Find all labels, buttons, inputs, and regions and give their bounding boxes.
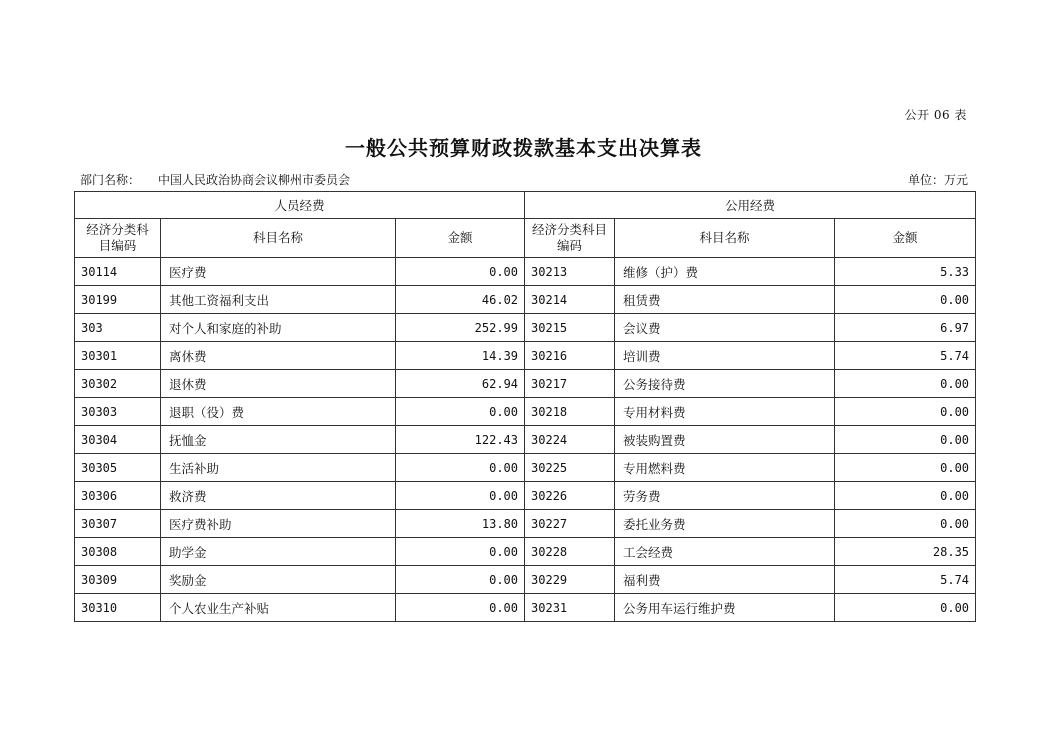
personnel-amount-cell: 14.39	[396, 342, 525, 370]
public-amount-cell: 0.00	[835, 482, 976, 510]
personnel-amount-cell: 0.00	[396, 482, 525, 510]
public-code-cell: 30227	[525, 510, 615, 538]
public-code-cell: 30214	[525, 286, 615, 314]
public-name-cell: 公务用车运行维护费	[615, 594, 835, 622]
personnel-name-cell: 其他工资福利支出	[161, 286, 396, 314]
public-name-header: 科目名称	[615, 219, 835, 258]
public-name-cell: 租赁费	[615, 286, 835, 314]
public-amount-cell: 0.00	[835, 426, 976, 454]
personnel-amount-cell: 0.00	[396, 258, 525, 286]
personnel-code-cell: 30301	[75, 342, 161, 370]
public-code-cell: 30231	[525, 594, 615, 622]
column-header-row	[75, 219, 976, 258]
public-name-cell: 劳务费	[615, 482, 835, 510]
table-row	[75, 426, 976, 454]
table-row	[75, 482, 976, 510]
public-name-cell: 维修（护）费	[615, 258, 835, 286]
public-code-cell: 30213	[525, 258, 615, 286]
personnel-name-cell: 助学金	[161, 538, 396, 566]
budget-table	[74, 191, 976, 622]
personnel-amount-cell: 252.99	[396, 314, 525, 342]
public-group-header: 公用经费	[525, 192, 976, 219]
personnel-code-cell: 30307	[75, 510, 161, 538]
public-amount-cell: 0.00	[835, 510, 976, 538]
personnel-code-cell: 30199	[75, 286, 161, 314]
public-code-cell: 30225	[525, 454, 615, 482]
personnel-code-cell: 30305	[75, 454, 161, 482]
public-name-cell: 工会经费	[615, 538, 835, 566]
public-name-cell: 福利费	[615, 566, 835, 594]
personnel-amount-cell: 0.00	[396, 454, 525, 482]
personnel-amount-cell: 0.00	[396, 538, 525, 566]
table-row	[75, 454, 976, 482]
personnel-name-cell: 退职（役）费	[161, 398, 396, 426]
personnel-name-cell: 抚恤金	[161, 426, 396, 454]
personnel-amount-cell: 122.43	[396, 426, 525, 454]
form-number: 公开 06 表	[904, 108, 967, 122]
table-row	[75, 594, 976, 622]
public-code-header: 经济分类科目编码	[525, 219, 615, 258]
public-amount-cell: 0.00	[835, 370, 976, 398]
personnel-code-cell: 30308	[75, 538, 161, 566]
personnel-code-cell: 30309	[75, 566, 161, 594]
personnel-name-cell: 救济费	[161, 482, 396, 510]
personnel-amount-cell: 0.00	[396, 594, 525, 622]
personnel-name-cell: 生活补助	[161, 454, 396, 482]
personnel-name-cell: 医疗费补助	[161, 510, 396, 538]
personnel-name-cell: 奖励金	[161, 566, 396, 594]
public-code-cell: 30226	[525, 482, 615, 510]
public-code-cell: 30229	[525, 566, 615, 594]
personnel-code-cell: 30302	[75, 370, 161, 398]
personnel-amount-cell: 0.00	[396, 398, 525, 426]
personnel-name-cell: 对个人和家庭的补助	[161, 314, 396, 342]
personnel-name-header: 科目名称	[161, 219, 396, 258]
department-label: 部门名称：	[80, 173, 141, 187]
personnel-amount-header: 金额	[396, 219, 525, 258]
table-row	[75, 342, 976, 370]
public-amount-cell: 0.00	[835, 398, 976, 426]
public-amount-cell: 0.00	[835, 286, 976, 314]
table-row	[75, 566, 976, 594]
group-header-row	[75, 192, 976, 219]
public-code-cell: 30216	[525, 342, 615, 370]
public-code-cell: 30217	[525, 370, 615, 398]
personnel-code-cell: 30306	[75, 482, 161, 510]
public-amount-cell: 6.97	[835, 314, 976, 342]
public-name-cell: 公务接待费	[615, 370, 835, 398]
public-name-cell: 专用材料费	[615, 398, 835, 426]
personnel-amount-cell: 13.80	[396, 510, 525, 538]
table-row	[75, 370, 976, 398]
personnel-amount-cell: 46.02	[396, 286, 525, 314]
personnel-code-cell: 30114	[75, 258, 161, 286]
unit-label: 单位：万元	[907, 173, 968, 187]
personnel-code-cell: 30303	[75, 398, 161, 426]
public-amount-cell: 0.00	[835, 454, 976, 482]
table-row	[75, 314, 976, 342]
public-code-cell: 30215	[525, 314, 615, 342]
table-row	[75, 538, 976, 566]
personnel-code-cell: 303	[75, 314, 161, 342]
table-row	[75, 258, 976, 286]
public-amount-cell: 5.74	[835, 342, 976, 370]
personnel-code-cell: 30310	[75, 594, 161, 622]
department-info	[80, 171, 350, 188]
personnel-name-cell: 医疗费	[161, 258, 396, 286]
personnel-amount-cell: 0.00	[396, 566, 525, 594]
public-name-cell: 专用燃料费	[615, 454, 835, 482]
table-row	[75, 510, 976, 538]
public-amount-cell: 5.74	[835, 566, 976, 594]
personnel-code-header: 经济分类科目编码	[75, 219, 161, 258]
public-name-cell: 培训费	[615, 342, 835, 370]
public-code-cell: 30224	[525, 426, 615, 454]
table-body	[75, 258, 976, 622]
public-code-cell: 30228	[525, 538, 615, 566]
personnel-code-cell: 30304	[75, 426, 161, 454]
public-amount-header: 金额	[835, 219, 976, 258]
public-code-cell: 30218	[525, 398, 615, 426]
personnel-name-cell: 个人农业生产补贴	[161, 594, 396, 622]
public-name-cell: 委托业务费	[615, 510, 835, 538]
table-row	[75, 398, 976, 426]
table-row	[75, 286, 976, 314]
public-amount-cell: 0.00	[835, 594, 976, 622]
public-amount-cell: 28.35	[835, 538, 976, 566]
personnel-amount-cell: 62.94	[396, 370, 525, 398]
public-amount-cell: 5.33	[835, 258, 976, 286]
public-name-cell: 被装购置费	[615, 426, 835, 454]
department-name: 中国人民政治协商会议柳州市委员会	[158, 173, 351, 187]
public-name-cell: 会议费	[615, 314, 835, 342]
personnel-name-cell: 离休费	[161, 342, 396, 370]
personnel-group-header: 人员经费	[75, 192, 525, 219]
personnel-name-cell: 退休费	[161, 370, 396, 398]
page-title: 一般公共预算财政拨款基本支出决算表	[345, 136, 702, 160]
meta-row	[80, 171, 968, 188]
